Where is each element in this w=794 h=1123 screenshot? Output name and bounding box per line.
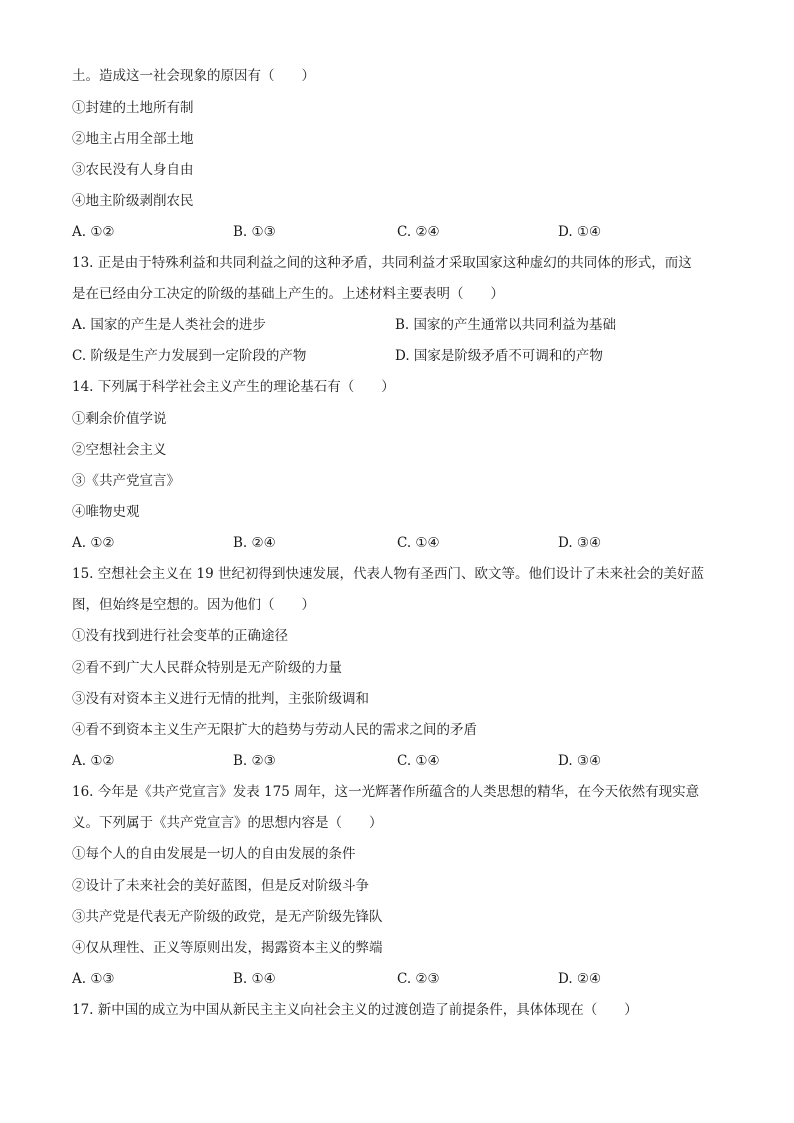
q13-option-b: B. 国家的产生通常以共同利益为基础 xyxy=(395,317,617,333)
q13-options-row-2 xyxy=(72,347,732,365)
q15-item-3: ③没有对资本主义进行无情的批判，主张阶级调和 xyxy=(72,691,369,707)
q16-option-b: B. ①④ xyxy=(233,971,276,987)
q16-item-4: ④仅从理性、正义等原则出发，揭露资本主义的弊端 xyxy=(72,940,383,956)
q15-item-1: ①没有找到进行社会变革的正确途径 xyxy=(72,628,288,644)
q12-option-d: D. ①④ xyxy=(558,224,602,240)
q15-option-b: B. ②③ xyxy=(233,753,276,769)
q15-options xyxy=(72,752,732,770)
q12-item-1: ①封建的土地所有制 xyxy=(72,100,194,116)
q16-stem-line-2: 义。下列属于《共产党宣言》的思想内容是（ ） xyxy=(72,815,383,831)
q13-stem-line-1: 13. 正是由于特殊利益和共同利益之间的这种矛盾，共同利益才采取国家这种虚幻的共同体的形式，而这 xyxy=(72,255,692,271)
q13-options-row-1 xyxy=(72,316,732,334)
q16-item-1: ①每个人的自由发展是一切人的自由发展的条件 xyxy=(72,846,356,862)
q14-option-a: A. ①② xyxy=(72,535,115,551)
q12-option-a: A. ①② xyxy=(72,224,115,240)
q15-stem-line-1: 15. 空想社会主义在 19 世纪初得到快速发展，代表人物有圣西门、欧文等。他们设计了未来社会的美好蓝 xyxy=(72,566,705,582)
q13-option-a: A. 国家的产生是人类社会的进步 xyxy=(72,317,266,333)
q14-item-3: ③《共产党宣言》 xyxy=(72,473,180,489)
q16-options xyxy=(72,970,732,988)
q14-item-4: ④唯物史观 xyxy=(72,504,140,520)
q16-option-a: A. ①③ xyxy=(72,971,115,987)
q12-option-b: B. ①③ xyxy=(233,224,276,240)
q13-option-d: D. 国家是阶级矛盾不可调和的产物 xyxy=(395,348,603,364)
q15-stem-line-2: 图，但始终是空想的。因为他们（ ） xyxy=(72,597,315,613)
q15-option-a: A. ①② xyxy=(72,753,115,769)
q12-option-c: C. ②④ xyxy=(397,224,440,240)
q13-stem-line-2: 是在已经由分工决定的阶级的基础上产生的。上述材料主要表明（ ） xyxy=(72,286,504,302)
q15-option-c: C. ①④ xyxy=(397,753,440,769)
q14-item-1: ①剩余价值学说 xyxy=(72,411,167,427)
q14-option-b: B. ②④ xyxy=(233,535,276,551)
q14-option-d: D. ③④ xyxy=(558,535,602,551)
q12-stem-end: 土。造成这一社会现象的原因有（ ） xyxy=(72,68,315,84)
q16-option-d: D. ②④ xyxy=(558,971,602,987)
q15-item-4: ④看不到资本主义生产无限扩大的趋势与劳动人民的需求之间的矛盾 xyxy=(72,722,477,738)
q15-item-2: ②看不到广大人民群众特别是无产阶级的力量 xyxy=(72,660,342,676)
q17-stem: 17. 新中国的成立为中国从新民主主义向社会主义的过渡创造了前提条件，具体体现在（ ） xyxy=(72,1002,638,1018)
q12-options xyxy=(72,223,732,241)
q14-item-2: ②空想社会主义 xyxy=(72,442,167,458)
q16-item-3: ③共产党是代表无产阶级的政党，是无产阶级先锋队 xyxy=(72,909,383,925)
q13-option-c: C. 阶级是生产力发展到一定阶段的产物 xyxy=(72,348,307,364)
q15-option-d: D. ③④ xyxy=(558,753,602,769)
q16-option-c: C. ②③ xyxy=(397,971,440,987)
q12-item-4: ④地主阶级剥削农民 xyxy=(72,193,194,209)
q12-item-2: ②地主占用全部土地 xyxy=(72,131,194,147)
q12-item-3: ③农民没有人身自由 xyxy=(72,162,194,178)
q14-option-c: C. ①④ xyxy=(397,535,440,551)
q14-stem: 14. 下列属于科学社会主义产生的理论基石有（ ） xyxy=(72,379,395,395)
q14-options xyxy=(72,534,732,552)
q16-item-2: ②设计了未来社会的美好蓝图，但是反对阶级斗争 xyxy=(72,878,369,894)
q16-stem-line-1: 16. 今年是《共产党宣言》发表 175 周年，这一光辉著作所蕴含的人类思想的精华，在今天依然有现实意 xyxy=(72,784,700,800)
